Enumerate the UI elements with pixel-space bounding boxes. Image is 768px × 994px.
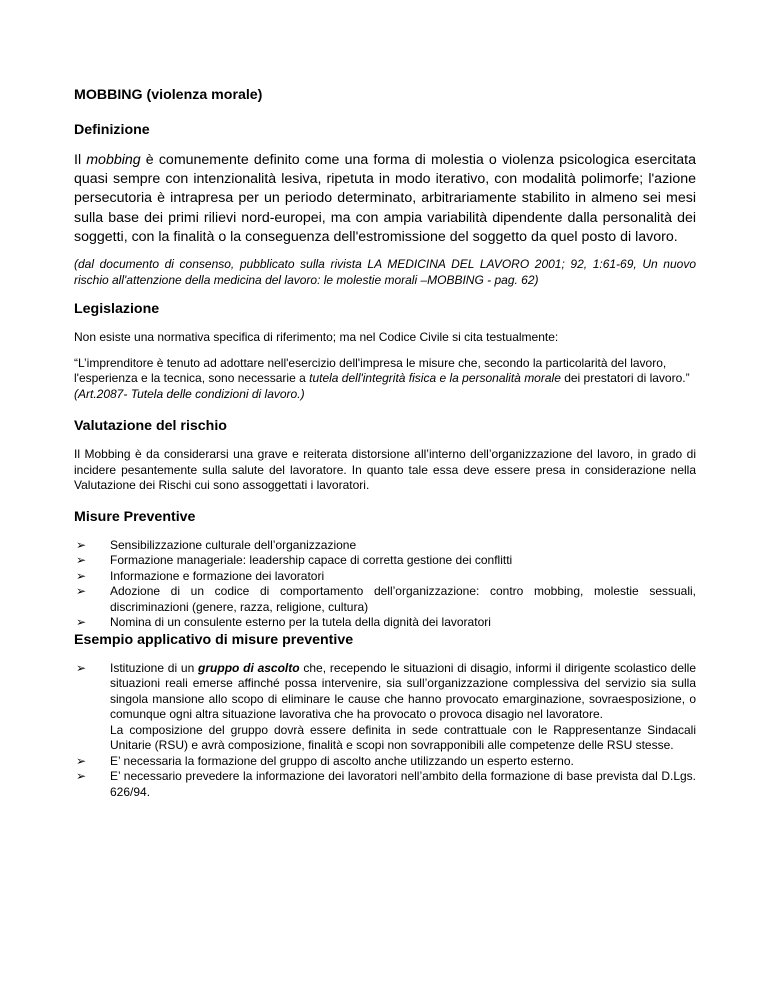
esempio-item-1 — [110, 661, 696, 723]
arrow-bullet-icon: ➢ — [75, 584, 87, 599]
misure-item-text: Informazione e formazione dei lavoratori — [110, 568, 325, 583]
list-item — [74, 569, 696, 585]
arrow-bullet-icon: ➢ — [75, 660, 87, 675]
list-item — [74, 769, 696, 800]
misure-item-text: Sensibilizzazione culturale dell’organizzazione — [110, 537, 357, 552]
document-title: MOBBING (violenza morale) — [74, 87, 263, 103]
heading-legislazione: Legislazione — [74, 301, 160, 318]
misure-item-text: Nomina di un consulente esterno per la tutela della dignità dei lavoratori — [110, 615, 491, 630]
esempio-list — [74, 661, 696, 801]
definition-term: mobbing — [86, 152, 141, 168]
arrow-bullet-icon: ➢ — [75, 553, 87, 568]
legislazione-intro: Non esiste una normativa specifica di riferimento; ma nel Codice Civile si cita testualmente: — [74, 330, 559, 345]
esempio-item-1-post: che, recependo le situazioni di disagio, informi il dirigente scolastico delle situazioni reali emerse affinché possa intervenire, sia sull’organizzazione complessiva del servizio sia sulla singola mansione allo scopo di eliminare le cause che hanno provocato emarginazione, sovraesposizione, o comunque ogni altra situazione lavorativa che ha provocato o provoca disagio nel lavoratore. — [110, 660, 696, 722]
article-reference: (Art.2087- Tutela delle condizioni di lavoro.) — [74, 386, 305, 401]
list-item — [74, 553, 696, 569]
list-item — [74, 754, 696, 770]
definition-pre: Il — [74, 152, 87, 168]
heading-misure: Misure Preventive — [74, 508, 196, 525]
misure-list — [74, 538, 696, 631]
esempio-item-2: E’ necessaria la formazione del gruppo di ascolto anche utilizzando un esperto esterno. — [110, 753, 574, 768]
esempio-item-1-pre: Istituzione di un — [110, 660, 199, 675]
heading-definizione: Definizione — [74, 122, 150, 138]
arrow-bullet-icon: ➢ — [75, 537, 87, 552]
misure-item-text: Adozione di un codice di comportamento dell’organizzazione: contro mobbing, molestie sessuali, discriminazioni (genere, razza, religione, cultura) — [110, 584, 696, 614]
definition-citation: (dal documento di consenso, pubblicato sulla rivista LA MEDICINA DEL LAVORO 2001; 92, 1:61-69, Un nuovo rischio all'attenzione della medicina del lavoro: le molestie morali –MOBBING - pag. 62) — [74, 257, 696, 287]
heading-valutazione: Valutazione del rischio — [74, 418, 227, 435]
arrow-bullet-icon: ➢ — [75, 568, 87, 583]
definition-paragraph — [74, 151, 696, 247]
list-item — [74, 615, 696, 631]
heading-esempio: Esempio applicativo di misure preventive — [74, 631, 354, 648]
valutazione-text: Il Mobbing è da considerarsi una grave e reiterata distorsione all’interno dell’organizzazione del lavoro, in grado di incidere pesantemente sulla salute del lavoratore. In quanto tale essa deve essere presa in considerazione nella Valutazione dei Rischi cui sono assoggettati i lavoratori. — [74, 447, 696, 493]
list-item — [74, 661, 696, 754]
arrow-bullet-icon: ➢ — [75, 615, 87, 630]
gruppo-di-ascolto-term: gruppo di ascolto — [198, 660, 300, 675]
misure-item-text: Formazione manageriale: leadership capace di corretta gestione dei conflitti — [110, 553, 513, 568]
arrow-bullet-icon: ➢ — [75, 753, 87, 768]
quote-part-b: dei prestatori di lavoro.” — [560, 371, 690, 386]
civil-code-quote — [74, 356, 696, 403]
list-item — [74, 538, 696, 554]
document-page — [74, 86, 696, 800]
esempio-item-1-continuation: La composizione del gruppo dovrà essere definita in sede contrattuale con le Rappresentanze Sindacali Unitarie (RSU) e avrà composizione, finalità e scopi non sovrapponibili alle competenze delle RSU stesse. — [110, 722, 696, 753]
quote-italic: tutela dell'integrità fisica e la personalità morale — [309, 371, 561, 386]
list-item — [74, 584, 696, 615]
esempio-item-3: E’ necessario prevedere la informazione dei lavoratori nell’ambito della formazione di base prevista dal D.Lgs. 626/94. — [110, 769, 696, 799]
definition-text: è comunemente definito come una forma di molestia o violenza psicologica esercitata quasi sempre con intenzionalità lesiva, ripetuta in modo iterativo, con modalità polimorfe; l'azione persecutoria è intrapresa per un periodo determinato, arbitrariamente stabilito in almeno sei mesi sulla base dei primi rilievi nord-europei, ma con ampia variabilità dipendente dalla personalità dei soggetti, con la finalità o la conseguenza dell'estromissione del soggetto da quel posto di lavoro. — [74, 152, 696, 245]
quote-part-a: “L’imprenditore è tenuto ad adottare nell'esercizio dell'impresa le misure che, secondo la particolarità del lavoro, l'esperienza e la tecnica, sono necessarie a — [74, 355, 667, 386]
arrow-bullet-icon: ➢ — [75, 769, 87, 784]
